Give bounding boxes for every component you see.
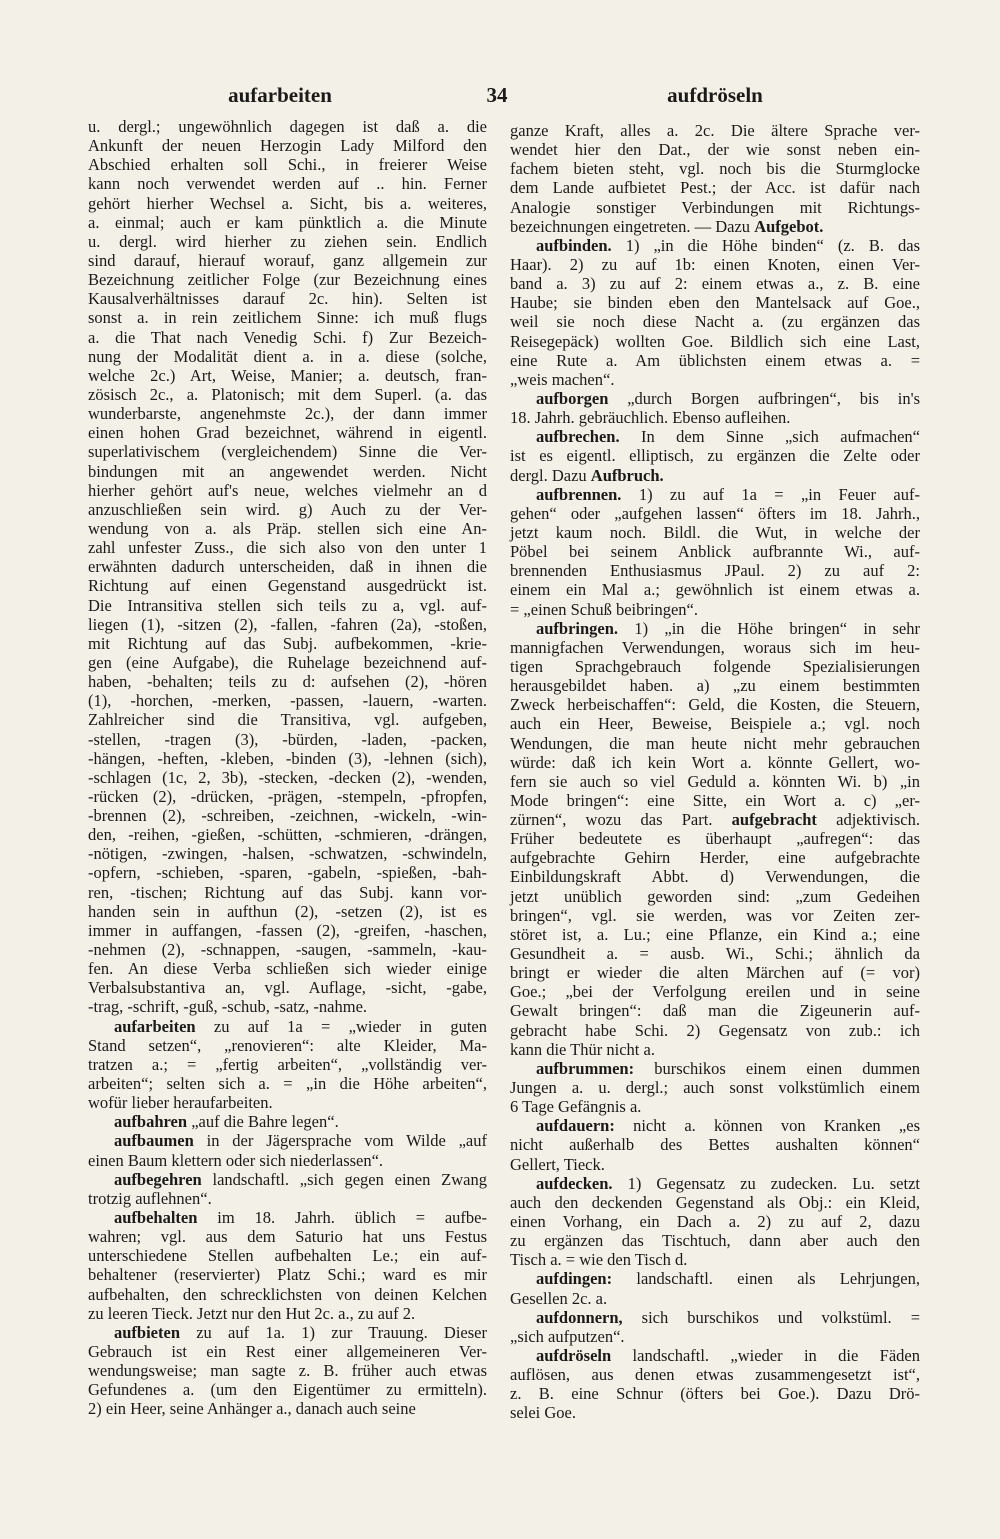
line-text: unterschiedene Stellen aufbehalten Le.; ein auf- [88, 1246, 487, 1266]
line-text: nicht a. können von Kranken „es [614, 1116, 920, 1136]
text-line [510, 848, 920, 867]
line-text: gebracht habe Schi. 2) Gegensatz von zub.: ich [510, 1020, 920, 1040]
text-line [510, 1269, 920, 1288]
line-text: „sich aufputzen“. [510, 1326, 625, 1346]
text-line [510, 504, 920, 523]
line-text: Reisegepäck) wollten Goe. Bildlich sich eine Last, [510, 331, 920, 351]
text-line [88, 1323, 487, 1342]
line-text: einen hohen Grad bezeichnet, während in eigentl. [88, 423, 487, 443]
text-line [510, 1021, 920, 1040]
text-line [88, 251, 487, 270]
line-text: bezeichnungen eingetreten. — Dazu [510, 216, 755, 236]
line-text: auflösen, aus denen etwas zusammengesetzt ist“, [510, 1365, 920, 1385]
text-line [510, 1231, 920, 1250]
text-line [88, 270, 487, 289]
text-line [88, 710, 487, 729]
text-line [88, 672, 487, 691]
text-line [88, 308, 487, 327]
line-text: haben, -behalten; teils zu d: aufsehen (2), -hören [88, 672, 487, 692]
line-text: gen (eine Aufgabe), die Ruhelage bezeichnend auf- [88, 652, 487, 672]
line-text: Bezeichnung zeitlicher Folge (zur Bezeichnung eines [88, 270, 487, 290]
line-text: kann die Thür nicht a. [510, 1039, 655, 1059]
line-text: handen sein in aufthun (2), -setzen (2), ist es [88, 901, 487, 921]
line-text: -nehmen (2), -schnappen, -saugen, -sammeln, -kau- [88, 940, 487, 960]
text-line [510, 255, 920, 274]
text-line [510, 523, 920, 542]
line-text: zürnen“, wozu das Part. [510, 810, 732, 830]
text-line [88, 194, 487, 213]
line-text: a. die That nach Venedig Schi. f) Zur Bezeich- [88, 327, 487, 347]
text-line [88, 1285, 487, 1304]
line-text: erwähnten dadurch unterscheiden, daß in ihnen die [88, 557, 487, 577]
line-text: brennenden Enthusiasmus JPaul. 2) zu auf 2: [510, 561, 920, 581]
line-text: zu auf 1a = „wieder in guten [195, 1016, 487, 1036]
line-text: Früher bedeutete es überhaupt „aufregen“: das [510, 829, 920, 849]
text-line [510, 906, 920, 925]
text-line [88, 1074, 487, 1093]
line-text: wunderbarste, angenehmste 2c.), der dann immer [88, 404, 487, 424]
text-line [510, 274, 920, 293]
text-line [88, 423, 487, 442]
line-text: herausgebildet haben. a) „zu einem bestimmten [510, 676, 920, 696]
line-text: fachem bieten steht, vgl. noch bis die Sturmglocke [510, 159, 920, 179]
line-text: immer in auffangen, -fassen (2), -greifen, -haschen, [88, 920, 487, 940]
text-line [88, 997, 487, 1016]
line-text: Analogie sonstiger Verbindungen mit Richtungs- [510, 197, 920, 217]
line-text: mit Richtung auf das Subj. aufbekommen, -krie- [88, 633, 487, 653]
text-line [88, 136, 487, 155]
line-text: den, -reihen, -gießen, -schütten, -schmieren, -drängen, [88, 825, 487, 845]
text-line [510, 198, 920, 217]
line-text: ist es eigentl. elliptisch, zu ergänzen die Zelte oder [510, 446, 920, 466]
line-text: aufbehalten, den schrecklichsten von deinen Kelchen [88, 1284, 487, 1304]
line-text: In dem Sinne „sich aufmachen“ [619, 427, 920, 447]
headword: aufdecken. [536, 1173, 613, 1193]
line-text: arbeiten“; selten sich a. = „in die Höhe arbeiten“, [88, 1074, 487, 1094]
line-text: nicht außerhalb des Bettes aushalten können“ [510, 1135, 920, 1155]
text-line [88, 1170, 487, 1189]
text-line [88, 749, 487, 768]
line-text: Jungen a. u. dergl.; auch sonst volkstümlich einem [510, 1078, 920, 1098]
text-line [88, 289, 487, 308]
text-line [88, 1265, 487, 1284]
text-line [88, 1151, 487, 1170]
line-text: (1), -horchen, -merken, -passen, -lauern, -warten. [88, 691, 487, 711]
text-line [88, 615, 487, 634]
line-text: burschikos einem einen dummen [634, 1058, 920, 1078]
text-line [510, 427, 920, 446]
line-text: im 18. Jahrh. üblich = aufbe- [197, 1208, 487, 1228]
text-line [88, 596, 487, 615]
line-text: Richtung auf einen Gegenstand ausgedrückt ist. [88, 576, 487, 596]
text-line [510, 1174, 920, 1193]
line-text: jetzt kaum noch. Bildl. die Wut, in welche der [510, 522, 920, 542]
line-text: Haube; sie binden eben den Mantelsack auf Goe., [510, 293, 920, 313]
line-text: ren, -tischen; Richtung auf das Subj. kann vor- [88, 882, 487, 902]
text-line [510, 1059, 920, 1078]
headword: aufbrechen. [536, 427, 620, 447]
line-text: zösisch 2c., a. Platonisch; mit dem Superl. (a. das [88, 384, 487, 404]
text-line [510, 466, 920, 485]
line-text: Verbalsubstantiva an, vgl. Auflage, -sicht, -gabe, [88, 978, 487, 998]
line-text: 2) ein Heer, seine Anhänger a., danach auch seine [88, 1399, 416, 1419]
text-line [510, 1097, 920, 1116]
line-text: Gesellen 2c. a. [510, 1288, 608, 1308]
text-line [510, 1116, 920, 1135]
line-text: hierher gehört auf's neue, welches vielmehr an d [88, 480, 487, 500]
line-text: -trag, -schrift, -guß, -schub, -satz, -nahme. [88, 997, 368, 1017]
line-text: mannigfachen Verwendungen, woraus sich im heu- [510, 637, 920, 657]
text-line [510, 389, 920, 408]
text-line [510, 1212, 920, 1231]
text-line [88, 902, 487, 921]
text-line [510, 1193, 920, 1212]
line-text: 18. Jahrh. gebräuchlich. Ebenso aufleihen. [510, 408, 791, 428]
headword: aufdonnern, [536, 1307, 623, 1327]
headword: aufbaumen [114, 1131, 194, 1151]
text-line [510, 446, 920, 465]
line-text: -schlagen (1c, 2, 3b), -stecken, -decken (2), -wenden, [88, 767, 487, 787]
text-line [510, 121, 920, 140]
text-line [510, 293, 920, 312]
headword: aufbringen. [536, 618, 619, 638]
text-line [88, 442, 487, 461]
text-line [510, 887, 920, 906]
text-line [510, 1346, 920, 1365]
text-line [510, 561, 920, 580]
text-line [510, 1308, 920, 1327]
line-text: Gewalt bringen“: daß man die Zigeunerin auf- [510, 1001, 920, 1021]
line-text: Haar). 2) zu auf 1b: einen Knoten, einen Ver- [510, 254, 920, 274]
line-text: aufgebrachte Gehirn Herder, eine aufgebrachte [510, 848, 920, 868]
text-line [88, 730, 487, 749]
text-line [88, 921, 487, 940]
text-line [510, 695, 920, 714]
line-text: Gefundenes a. (um den Eigentümer zu ermitteln). [88, 1380, 487, 1400]
text-line [88, 519, 487, 538]
text-line [88, 1036, 487, 1055]
line-text: 1) „in die Höhe bringen“ in sehr [618, 618, 920, 638]
text-line [88, 806, 487, 825]
text-line [510, 351, 920, 370]
text-line [88, 653, 487, 672]
line-text: -brennen (2), -schreiben, -zeichnen, -wickeln, -win- [88, 806, 487, 826]
text-line [510, 829, 920, 848]
line-text: einen Vorhang, ein Dach a. 2) zu auf 2, dazu [510, 1212, 920, 1232]
line-text: „durch Borgen aufbringen“, bis in's [608, 388, 920, 408]
line-text: z. B. eine Schnur (öfters bei Goe.). Dazu Drö- [510, 1384, 920, 1404]
text-line [88, 1093, 487, 1112]
text-column-right [510, 121, 920, 1423]
text-line [510, 714, 920, 733]
text-line [88, 691, 487, 710]
line-text: gehen“ oder „aufgehen lassen“ öfters im 18. Jahrh., [510, 503, 920, 523]
line-text: „weis machen“. [510, 369, 615, 389]
text-line [88, 844, 487, 863]
line-text: 6 Tage Gefängnis a. [510, 1097, 642, 1117]
text-line [88, 366, 487, 385]
text-line [510, 1250, 920, 1269]
line-text: 1) Gegensatz zu zudecken. Lu. setzt [612, 1173, 920, 1193]
line-text: auch ein Heer, Beweise, Beispiele a.; vgl. noch [510, 714, 920, 734]
text-line [510, 963, 920, 982]
line-text: -stellen, -tragen (3), -bürden, -laden, -packen, [88, 729, 487, 749]
line-text: weil sie noch diese Nacht a. (zu ergänzen das [510, 312, 920, 332]
text-line [510, 1155, 920, 1174]
line-text: band a. 3) zu auf 2: einem etwas a., z. B. eine [510, 274, 920, 294]
line-text: dem Lande aufbietet Pest.; der Acc. ist dafür nach [510, 178, 920, 198]
text-line [88, 174, 487, 193]
line-text: adjektivisch. [816, 810, 920, 830]
line-text: wendungsweise; man sagte z. B. früher auch etwas [88, 1361, 487, 1381]
headword: Aufbruch. [590, 465, 664, 485]
line-text: ganze Kraft, alles a. 2c. Die ältere Sprache ver- [510, 121, 920, 140]
text-line [510, 217, 920, 236]
text-line [510, 312, 920, 331]
text-line [88, 940, 487, 959]
text-line [88, 1055, 487, 1074]
text-line [510, 676, 920, 695]
line-text: gehört hierher Wechsel a. Sicht, bis a. weiteres, [88, 193, 487, 213]
text-line [510, 619, 920, 638]
line-text: Kausalverhältnisses darauf 2c. hin). Selten ist [88, 289, 487, 309]
text-line [88, 634, 487, 653]
line-text: Gesundheit a. = ausb. Wi., Schi.; ähnlich da [510, 944, 920, 964]
text-line [510, 867, 920, 886]
line-text: superlativischem (vergleichendem) Sinne die Ver- [88, 442, 487, 462]
line-text: sonst a. in rein zeitlichem Sinne: ich muß flugs [88, 308, 487, 328]
text-line [88, 1342, 487, 1361]
text-line [510, 140, 920, 159]
line-text: liegen (1), -sitzen (2), -fallen, -fahren (2a), -stoßen, [88, 614, 487, 634]
line-text: -nötigen, -zwingen, -halsen, -schwatzen, -schwindeln, [88, 844, 487, 864]
line-text: landschaftl. „sich gegen einen Zwang [201, 1169, 487, 1189]
line-text: -hängen, -heften, -kleben, -binden (3), -lehnen (sich), [88, 748, 487, 768]
line-text: landschaftl. einen als Lehrjungen, [612, 1269, 920, 1289]
line-text: nung der Modalität dient a. in a. diese (solche, [88, 346, 487, 366]
text-line [510, 370, 920, 389]
text-line [88, 1189, 487, 1208]
text-line [510, 657, 920, 676]
text-line [510, 1040, 920, 1059]
text-line [88, 117, 487, 136]
line-text: wahren; vgl. aus dem Saturio hat uns Festus [88, 1227, 487, 1247]
headword: aufbieten [114, 1322, 180, 1342]
text-line [88, 787, 487, 806]
line-text: anzuschließen sein wird. g) Auch zu der Ver- [88, 499, 487, 519]
line-text: jetzt unüblich geworden sind: „zum Gedeihen [510, 886, 920, 906]
text-line [510, 753, 920, 772]
text-line [510, 408, 920, 427]
headword: aufdröseln [536, 1346, 612, 1365]
page-number: 34 [486, 83, 508, 107]
line-text: Wendungen, die man heute nicht mehr gebrauchen [510, 733, 920, 753]
line-text: fen. An diese Verba schließen sich wieder einige [88, 959, 487, 979]
line-text: bringt er wieder die alten Märchen auf (= vor) [510, 963, 920, 983]
line-text: Gellert, Tieck. [510, 1154, 605, 1174]
headword: aufbegehren [114, 1169, 202, 1189]
text-line [88, 863, 487, 882]
line-text: wofür lieber heraufarbeiten. [88, 1093, 273, 1113]
headword: aufbinden. [536, 235, 612, 255]
line-text: Zahlreicher sind die Transitiva, vgl. aufgeben, [88, 710, 487, 730]
text-line [88, 462, 487, 481]
line-text: „auf die Bahre legen“. [187, 1112, 339, 1132]
text-line [510, 1135, 920, 1154]
line-text: zu ergänzen das Tischtuch, dann aber auch den [510, 1231, 920, 1251]
line-text: Pöbel bei seinem Anblick aufbrannte Wi., auf- [510, 542, 920, 562]
line-text: zu auf 1a. 1) zur Trauung. Dieser [180, 1322, 487, 1342]
line-text: welche 2c.) Art, Weise, Manier; a. deutsch, fran- [88, 365, 487, 385]
line-text: sich burschikos und volkstüml. = [622, 1307, 920, 1327]
headword: aufbrummen: [536, 1058, 635, 1078]
line-text: trotzig auflehnen“. [88, 1188, 212, 1208]
text-line [88, 978, 487, 997]
line-text: wendet hier den Dat., der wie sonst neben ein- [510, 140, 920, 160]
text-line [510, 1289, 920, 1308]
text-line [510, 1078, 920, 1097]
text-line [510, 178, 920, 197]
line-text: dergl. Dazu [510, 465, 591, 485]
text-line [88, 959, 487, 978]
text-line [510, 734, 920, 753]
line-text: landschaftl. „wieder in die Fäden [611, 1346, 920, 1365]
text-line [510, 485, 920, 504]
text-line [88, 347, 487, 366]
running-head-right: aufdröseln [667, 83, 763, 107]
line-text: Zweck herbeischaffen“: Geld, die Kosten, die Steuern, [510, 695, 920, 715]
text-line [88, 1208, 487, 1227]
text-line [510, 1384, 920, 1403]
line-text: bindungen mit an angewendet werden. Nicht [88, 461, 487, 481]
line-text: Tisch a. = wie den Tisch d. [510, 1250, 688, 1270]
text-line [510, 944, 920, 963]
line-text: zahl unfester Zuss., die sich also von den unter 1 [88, 538, 487, 558]
line-text: -rücken (2), -drücken, -prägen, -stempeln, -pfropfen, [88, 786, 487, 806]
text-line [88, 825, 487, 844]
headword: aufgebracht [731, 810, 817, 830]
text-line [88, 557, 487, 576]
headword: aufborgen [536, 388, 609, 408]
text-line [88, 404, 487, 423]
text-line [510, 982, 920, 1001]
line-text: Abschied erhalten soll Schi., in freierer Weise [88, 155, 487, 175]
line-text: in der Jägersprache vom Wilde „auf [193, 1131, 487, 1151]
line-text: eine Rute a. Am üblichsten einem etwas a. = [510, 350, 920, 370]
headword: aufarbeiten [114, 1016, 196, 1036]
text-line [88, 1399, 487, 1418]
text-line [510, 925, 920, 944]
line-text: einen Baum klettern oder sich niederlassen“. [88, 1150, 384, 1170]
text-line [88, 1361, 487, 1380]
line-text: 1) „in die Höhe binden“ (z. B. das [611, 235, 920, 255]
line-text: zu leeren Tieck. Jetzt nur den Hut 2c. a., zu auf 2. [88, 1303, 416, 1323]
running-head-left: aufarbeiten [228, 83, 332, 107]
headword: aufdauern: [536, 1116, 615, 1136]
text-line [88, 232, 487, 251]
text-line [88, 213, 487, 232]
headword: aufbehalten [114, 1208, 198, 1228]
text-line [88, 1131, 487, 1150]
line-text: u. dergl.; ungewöhnlich dagegen ist daß a. die [88, 117, 487, 136]
text-line [88, 1112, 487, 1131]
line-text: bringen“, vgl. sie werden, was vor Zeiten zer- [510, 905, 920, 925]
line-text: selei Goe. [510, 1403, 576, 1423]
text-line [510, 332, 920, 351]
text-line [510, 580, 920, 599]
line-text: wendung von a. als Präp. stellen sich eine An- [88, 518, 487, 538]
text-line [88, 1227, 487, 1246]
line-text: Mode bringen“: eine Sitte, ein Wort a. c) „er- [510, 790, 920, 810]
headword: aufdingen: [536, 1269, 613, 1289]
text-line [88, 328, 487, 347]
text-line [510, 772, 920, 791]
text-line [88, 1304, 487, 1323]
text-line [510, 1327, 920, 1346]
line-text: Gebrauch ist ein Rest einer allgemeineren Ver- [88, 1342, 487, 1361]
text-line [510, 1365, 920, 1384]
text-line [88, 1380, 487, 1399]
text-line [510, 542, 920, 561]
line-text: Die Intransitiva stellen sich teils zu a, vgl. auf- [88, 595, 487, 615]
text-line [88, 883, 487, 902]
text-line [510, 1403, 920, 1422]
text-line [510, 810, 920, 829]
headword: aufbahren [114, 1112, 188, 1132]
line-text: einem ein Mal a.; gewöhnlich ist einem etwas a. [510, 580, 920, 600]
text-line [88, 1017, 487, 1036]
line-text: Stand setzen“, „renovieren“: alte Kleider, Ma- [88, 1035, 487, 1055]
text-line [510, 600, 920, 619]
text-line [510, 1001, 920, 1020]
text-line [88, 576, 487, 595]
line-text: Goe.; „bei der Verfolgung ereilen und in seine [510, 982, 920, 1002]
line-text: störet ist, a. Lu.; eine Pflanze, ein Kind a.; eine [510, 924, 920, 944]
headword: Aufgebot. [754, 216, 824, 236]
text-line [88, 155, 487, 174]
line-text: Ankunft der neuen Herzogin Lady Milford den [88, 136, 487, 156]
line-text: sind darauf, hierauf worauf, ganz allgemein zur [88, 250, 487, 270]
headword: aufbrennen. [536, 484, 622, 504]
line-text: 1) zu auf 1a = „in Feuer auf- [621, 484, 920, 504]
text-line [510, 638, 920, 657]
line-text: = „einen Schuß beibringen“. [510, 599, 698, 619]
text-line [88, 500, 487, 519]
text-line [88, 481, 487, 500]
line-text: -opfern, -schieben, -sparen, -gabeln, -spießen, -bah- [88, 863, 487, 883]
line-text: auch den deckenden Gegenstand als Obj.: ein Kleid, [510, 1192, 920, 1212]
text-line [88, 1246, 487, 1265]
text-line [510, 159, 920, 178]
line-text: tratzen a.; = „fertig arbeiten“, „vollständig ver- [88, 1054, 487, 1074]
text-line [88, 385, 487, 404]
line-text: würde: daß ich kein Wort a. könnte Gellert, wo- [510, 752, 920, 772]
text-column-left [88, 117, 487, 1419]
line-text: behaltener (reservierter) Platz Schi.; ward es mir [88, 1265, 487, 1285]
text-line [510, 791, 920, 810]
line-text: fern sie auch so viel Geduld a. könnten Wi. b) „in [510, 771, 920, 791]
text-line [510, 236, 920, 255]
line-text: kann noch verwendet werden auf .. hin. Ferner [88, 174, 487, 194]
line-text: Einbildungskraft Abbt. d) Verwendungen, die [510, 867, 920, 887]
text-line [88, 538, 487, 557]
line-text: tigen Sprachgebrauch folgende Spezialisierungen [510, 656, 920, 676]
line-text: a. einmal; auch er kam pünktlich a. die Minute [88, 212, 487, 232]
text-line [88, 768, 487, 787]
line-text: u. dergl. wird hierher zu ziehen sein. Endlich [88, 231, 487, 251]
